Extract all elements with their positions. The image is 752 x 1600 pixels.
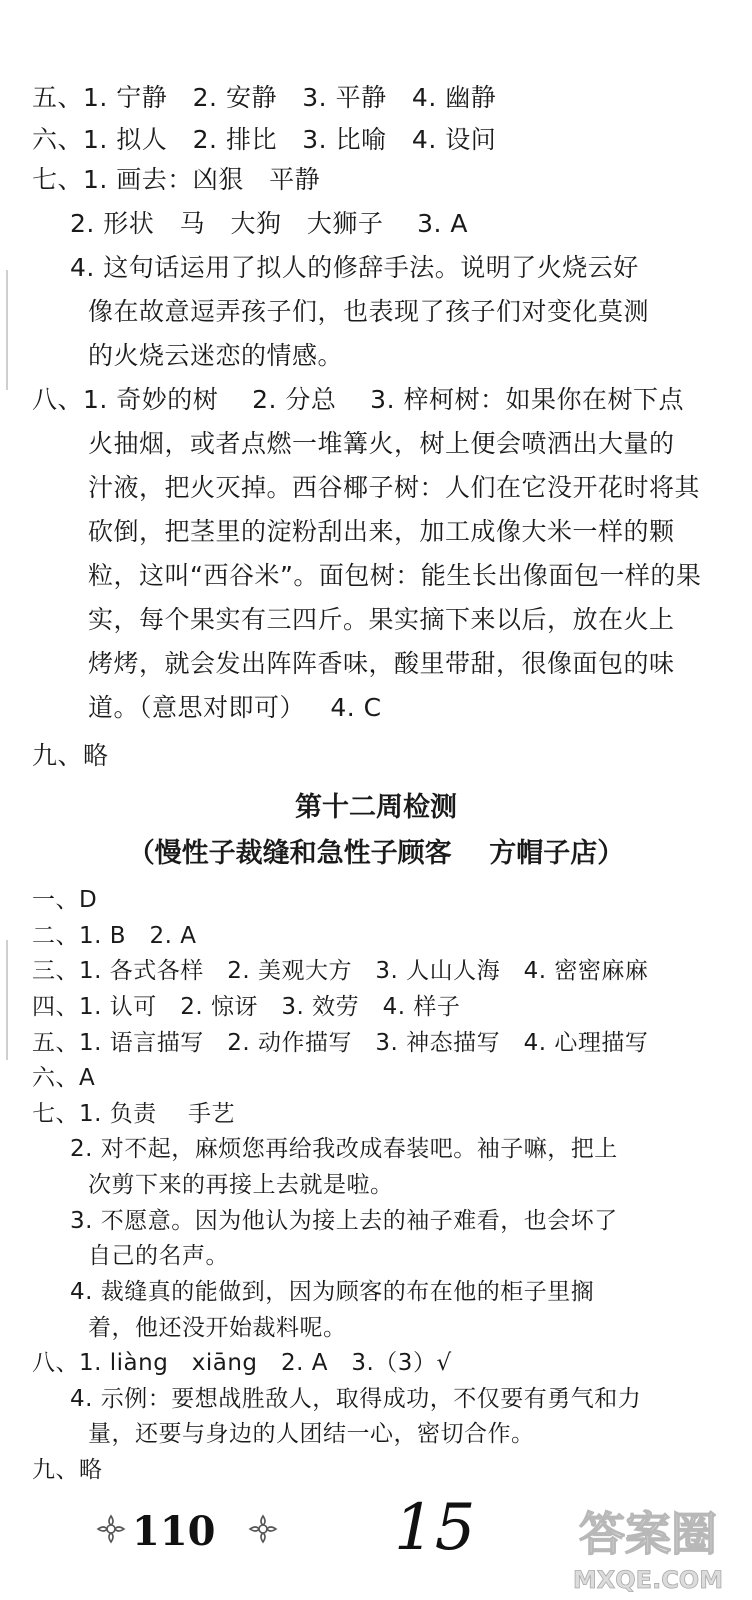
answer-line: 一、D: [32, 887, 98, 913]
answer-line: 道。（意思对即可） 4. C: [88, 693, 382, 722]
answer-line: 汁液，把火灭掉。西谷椰子树：人们在它没开花时将其: [88, 473, 701, 502]
answer-line: 五、1. 宁静 2. 安静 3. 平静 4. 幽静: [32, 83, 497, 112]
answer-line: 2. 形状 马 大狗 大狮子 3. A: [70, 209, 469, 238]
answer-line: 着，他还没开始裁料呢。: [88, 1315, 347, 1341]
answer-line: 4. 示例：要想战胜敌人，取得成功，不仅要有勇气和力: [70, 1386, 642, 1412]
handwritten-mark: 15: [394, 1491, 476, 1565]
watermark-logo-text: 答案圈: [579, 1507, 717, 1561]
answer-line: 九、略: [32, 741, 109, 770]
answer-line: 五、1. 语言描写 2. 动作描写 3. 神态描写 4. 心理描写: [32, 1030, 649, 1056]
answer-line: 4. 这句话运用了拟人的修辞手法。说明了火烧云好: [70, 253, 639, 282]
watermark-url-text: MXQE.COM: [572, 1566, 724, 1594]
site-watermark: [548, 1488, 748, 1598]
answer-line: 4. 裁缝真的能做到，因为顾客的布在他的柜子里搁: [70, 1279, 595, 1305]
answer-line: 四、1. 认可 2. 惊讶 3. 效劳 4. 样子: [32, 994, 461, 1020]
answer-line: 三、1. 各式各样 2. 美观大方 3. 人山人海 4. 密密麻麻: [32, 958, 649, 984]
answer-line: 砍倒，把茎里的淀粉刮出来，加工成像大米一样的颗: [88, 517, 675, 546]
answer-line: 八、1. liàng xiāng 2. A 3.（3）√: [32, 1350, 452, 1376]
answer-line: 实，每个果实有三四斤。果实摘下来以后，放在火上: [88, 605, 675, 634]
scan-edge-mark: [6, 940, 8, 1060]
answer-line: 次剪下来的再接上去就是啦。: [88, 1172, 394, 1198]
answer-line: 自己的名声。: [88, 1243, 229, 1269]
answer-line: 六、1. 拟人 2. 排比 3. 比喻 4. 设问: [32, 125, 497, 154]
section-title: 第十二周检测: [295, 792, 457, 823]
answer-line: 火抽烟，或者点燃一堆篝火，树上便会喷洒出大量的: [88, 429, 675, 458]
answer-line: 九、略: [32, 1457, 103, 1483]
section-subtitle: （慢性子裁缝和急性子顾客 方帽子店）: [127, 838, 625, 869]
answer-line: 粒，这叫“西谷米”。面包树：能生长出像面包一样的果: [88, 561, 702, 590]
page-number: 110: [132, 1508, 216, 1555]
answer-line: 像在故意逗弄孩子们，也表现了孩子们对变化莫测: [88, 297, 650, 326]
answer-line: 烤烤，就会发出阵阵香味，酸里带甜，很像面包的味: [88, 649, 675, 678]
answer-line: 的火烧云迷恋的情感。: [88, 341, 344, 370]
answer-line: 七、1. 负责 手艺: [32, 1101, 235, 1127]
scan-edge-mark: [6, 270, 8, 390]
answer-line: 3. 不愿意。因为他认为接上去的袖子难看，也会坏了: [70, 1208, 618, 1234]
answer-line: 2. 对不起，麻烦您再给我改成春装吧。袖子嘛，把上: [70, 1136, 618, 1162]
answer-line: 七、1. 画去：凶狠 平静: [32, 165, 321, 194]
answer-line: 六、A: [32, 1065, 96, 1091]
answer-line: 八、1. 奇妙的树 2. 分总 3. 梓柯树：如果你在树下点: [32, 385, 684, 414]
flower-ornament-icon: [246, 1512, 280, 1546]
answer-line: 量，还要与身边的人团结一心，密切合作。: [88, 1421, 535, 1447]
flower-ornament-icon: [94, 1512, 128, 1546]
answer-line: 二、1. B 2. A: [32, 923, 197, 949]
